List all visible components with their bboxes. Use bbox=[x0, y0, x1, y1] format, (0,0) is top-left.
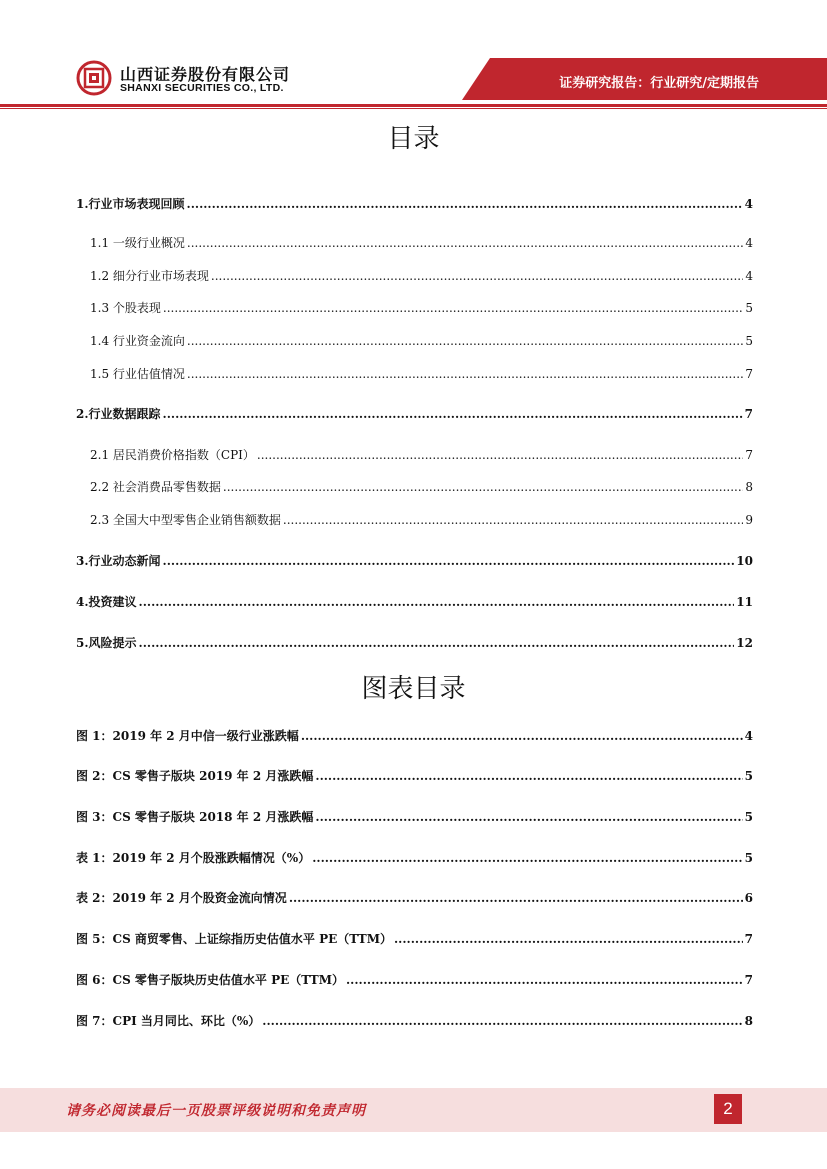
figure-entry[interactable]: 表 2：2019 年 2 月个股资金流向情况 ..... 6 bbox=[76, 889, 753, 907]
figure-entry[interactable]: 图 2：CS 零售子版块 2019 年 2 月涨跌幅 ..... 5 bbox=[76, 767, 753, 785]
toc-entry[interactable]: 1.行业市场表现回顾 ..... 4 bbox=[76, 195, 753, 213]
company-name-cn: 山西证券股份有限公司 bbox=[120, 65, 291, 84]
toc-entry[interactable]: 1.3 个股表现 ..... 5 bbox=[90, 299, 753, 317]
disclaimer-notice: 请务必阅读最后一页股票评级说明和免责声明 bbox=[66, 1103, 366, 1119]
toc-entry[interactable]: 2.3 全国大中型零售企业销售额数据 ..... 9 bbox=[90, 511, 753, 529]
figure-entry[interactable]: 图 5：CS 商贸零售、上证综指历史估值水平 PE（TTM） ..... 7 bbox=[76, 930, 753, 948]
toc-entry[interactable]: 2.1 居民消费价格指数（CPI） ..... 7 bbox=[90, 446, 753, 464]
figures-title: 图表目录 bbox=[361, 674, 466, 704]
toc-entry[interactable]: 1.5 行业估值情况 ..... 7 bbox=[90, 365, 753, 383]
report-type-label: 证券研究报告：行业研究/定期报告 bbox=[559, 76, 759, 91]
page-number: 2 bbox=[714, 1094, 742, 1124]
toc-entry[interactable]: 1.1 一级行业概况 ..... 4 bbox=[90, 234, 753, 252]
page-footer bbox=[0, 1088, 827, 1132]
toc-entry[interactable]: 3.行业动态新闻 ..... 10 bbox=[76, 552, 753, 570]
figure-entry[interactable]: 图 6：CS 零售子版块历史估值水平 PE（TTM） ..... 7 bbox=[76, 971, 753, 989]
figure-entry[interactable]: 图 7：CPI 当月同比、环比（%） ..... 8 bbox=[76, 1012, 753, 1030]
company-logo-icon bbox=[76, 60, 112, 96]
toc-entry[interactable]: 5.风险提示 ..... 12 bbox=[76, 634, 753, 652]
company-logo bbox=[76, 60, 336, 100]
toc-title: 目录 bbox=[387, 124, 440, 154]
figure-entry[interactable]: 表 1：2019 年 2 月个股涨跌幅情况（%） ..... 5 bbox=[76, 849, 753, 867]
figure-entry[interactable]: 图 1：2019 年 2 月中信一级行业涨跌幅 ..... 4 bbox=[76, 727, 753, 745]
toc-entry[interactable]: 1.2 细分行业市场表现 ..... 4 bbox=[90, 267, 753, 285]
company-name-en: SHANXI SECURITIES CO., LTD. bbox=[120, 82, 284, 94]
figure-entry[interactable]: 图 3：CS 零售子版块 2018 年 2 月涨跌幅 ..... 5 bbox=[76, 808, 753, 826]
toc-entry[interactable]: 1.4 行业资金流向 ..... 5 bbox=[90, 332, 753, 350]
toc-entry[interactable]: 2.2 社会消费品零售数据 ..... 8 bbox=[90, 478, 753, 496]
toc-entry[interactable]: 2.行业数据跟踪 ..... 7 bbox=[76, 405, 753, 423]
page-header bbox=[0, 0, 827, 112]
toc-entry[interactable]: 4.投资建议 ..... 11 bbox=[76, 593, 753, 611]
